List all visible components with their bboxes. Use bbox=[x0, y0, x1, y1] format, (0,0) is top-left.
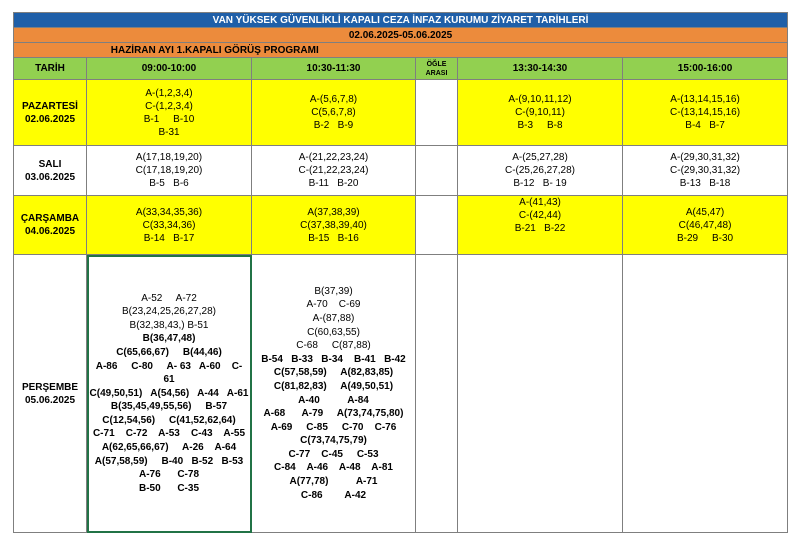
slot-line: B-12 B- 19 bbox=[513, 178, 567, 189]
slot-line: A-(13,14,15,16) bbox=[670, 94, 740, 105]
slot-line: C(46,47,48) bbox=[678, 219, 732, 231]
slot-cell bbox=[623, 80, 788, 146]
slot-line: C(12,54,56) C(41,52,62,64) bbox=[102, 414, 236, 426]
header-slot-1: 09:00-10:00 bbox=[87, 58, 252, 80]
slot-line: B(37,39) bbox=[314, 285, 353, 297]
slot-line: B-11 B-20 bbox=[308, 178, 359, 189]
lunch-break-cell bbox=[416, 80, 458, 146]
slot-line: B-50 C-35 bbox=[138, 482, 200, 494]
table-row bbox=[14, 80, 788, 146]
slot-line: C-71 C-72 A-53 C-43 A-55 bbox=[92, 428, 246, 440]
slot-cell-selected[interactable] bbox=[87, 255, 252, 533]
slot-cell bbox=[623, 146, 788, 196]
slot-line: B-5 B-6 bbox=[149, 178, 189, 189]
slot-line: A(33,34,35,36) bbox=[135, 206, 203, 218]
slot-line: B-4 B-7 bbox=[685, 120, 725, 131]
day-name: PERŞEMBE bbox=[21, 381, 79, 393]
slot-line: B-54 B-33 B-34 B-41 B-42 bbox=[261, 353, 406, 365]
visit-schedule-table bbox=[13, 12, 788, 533]
slot-line: C-(25,26,27,28) bbox=[504, 165, 576, 176]
slot-line: B-13 B-18 bbox=[679, 178, 731, 189]
slot-cell bbox=[458, 146, 623, 196]
slot-line: B-1 B-10 bbox=[143, 113, 195, 125]
slot-line: C(37,38,39,40) bbox=[300, 219, 367, 231]
slot-line: A-40 A-84 bbox=[298, 394, 369, 406]
lunch-break-cell bbox=[416, 146, 458, 196]
header-slot-3: 13:30-14:30 bbox=[458, 58, 623, 80]
slot-line: B(35,45,49,55,56) B-57 bbox=[110, 401, 228, 413]
slot-line: C-77 C-45 C-53 bbox=[288, 448, 379, 460]
slot-line: C(60,63,55) bbox=[307, 326, 360, 338]
slot-line: A-(25,27,28) bbox=[512, 152, 568, 163]
day-cell bbox=[14, 196, 87, 255]
slot-line: B(36,47,48) bbox=[142, 333, 196, 345]
slot-line: A-70 C-69 bbox=[306, 299, 361, 311]
slot-line: A-(5,6,7,8) bbox=[309, 94, 358, 105]
table-row bbox=[14, 255, 788, 533]
table-row bbox=[14, 196, 788, 255]
slot-cell bbox=[87, 196, 252, 255]
slot-line: A-86 C-80 A- 63 A-60 C- bbox=[95, 360, 243, 372]
slot-line: A-(41,43) bbox=[519, 197, 561, 208]
day-date: 05.06.2025 bbox=[24, 394, 76, 406]
header-lunch-break bbox=[416, 58, 458, 80]
slot-cell bbox=[87, 80, 252, 146]
slot-line: C-84 A-46 A-48 A-81 bbox=[274, 462, 393, 474]
slot-line: C(73,74,75,79) bbox=[300, 435, 367, 447]
slot-line: A(17,18,19,20) bbox=[135, 152, 203, 163]
slot-cell bbox=[458, 196, 623, 255]
day-date: 04.06.2025 bbox=[24, 226, 76, 237]
slot-line: B-14 B-17 bbox=[143, 232, 195, 244]
break-line-1: ÖĞLE bbox=[426, 60, 447, 68]
slot-line: A(77,78) A-71 bbox=[289, 476, 378, 488]
header-date: TARİH bbox=[14, 58, 87, 80]
slot-cell bbox=[252, 255, 416, 533]
slot-line: C(65,66,67) B(44,46) bbox=[116, 346, 222, 358]
slot-line: C-(21,22,23,24) bbox=[298, 165, 369, 176]
lunch-break-cell bbox=[416, 196, 458, 255]
slot-line: A-(21,22,23,24) bbox=[298, 152, 369, 163]
slot-line: 61 bbox=[163, 374, 175, 386]
slot-cell bbox=[252, 196, 416, 255]
slot-line: C(5,6,7,8) bbox=[311, 107, 356, 118]
day-date: 02.06.2025 bbox=[24, 113, 76, 125]
slot-line: B-29 B-30 bbox=[676, 232, 734, 244]
break-line-2: ARASI bbox=[425, 69, 448, 77]
day-cell bbox=[14, 146, 87, 196]
slot-line: A(57,58,59) B-40 B-52 B-53 bbox=[94, 455, 244, 467]
day-name: ÇARŞAMBA bbox=[20, 213, 80, 224]
slot-cell-empty bbox=[623, 255, 788, 533]
slot-cell-empty bbox=[458, 255, 623, 533]
slot-line: B(23,24,25,26,27,28) bbox=[122, 306, 216, 318]
slot-line: B(32,38,43,) B-51 bbox=[129, 319, 209, 331]
header-slot-4: 15:00-16:00 bbox=[623, 58, 788, 80]
slot-line: A-(9,10,11,12) bbox=[508, 94, 572, 105]
schedule-title: VAN YÜKSEK GÜVENLİKLİ KAPALI CEZA İNFAZ KURUMU ZİYARET TARİHLERİ bbox=[14, 13, 788, 28]
slot-line: C-(13,14,15,16) bbox=[670, 107, 741, 118]
slot-line: B-21 B-22 bbox=[514, 223, 566, 234]
slot-line: C(17,18,19,20) bbox=[135, 165, 203, 176]
slot-line: A-(87,88) bbox=[312, 312, 355, 324]
slot-cell bbox=[458, 80, 623, 146]
slot-line: A(45,47) bbox=[685, 206, 725, 218]
program-title-spill bbox=[416, 43, 788, 58]
slot-line: C-(1,2,3,4) bbox=[145, 100, 193, 112]
slot-line: C-86 A-42 bbox=[300, 489, 367, 501]
slot-line: A(37,38,39) bbox=[307, 206, 360, 218]
slot-line: A-(29,30,31,32) bbox=[670, 152, 740, 163]
day-date: 03.06.2025 bbox=[24, 171, 76, 183]
day-name: PAZARTESİ bbox=[22, 100, 78, 112]
slot-line: C-(29,30,31,32) bbox=[670, 165, 741, 176]
slot-line: A-(1,2,3,4) bbox=[145, 87, 193, 99]
slot-line: B-2 B-9 bbox=[313, 120, 354, 131]
slot-line: C(81,82,83) A(49,50,51) bbox=[273, 380, 394, 392]
slot-cell bbox=[623, 196, 788, 255]
lunch-break-cell bbox=[416, 255, 458, 533]
date-range: 02.06.2025-05.06.2025 bbox=[14, 28, 788, 43]
slot-line: C-(9,10,11) bbox=[515, 107, 565, 118]
program-title: HAZİRAN AYI 1.KAPALI GÖRÜŞ PROGRAMI bbox=[14, 43, 416, 58]
slot-line: C(57,58,59) A(82,83,85) bbox=[273, 367, 394, 379]
slot-cell bbox=[252, 146, 416, 196]
slot-line: A-76 C-78 bbox=[138, 469, 200, 481]
slot-line: B-31 bbox=[158, 126, 180, 138]
day-name: SALI bbox=[38, 158, 62, 170]
slot-line: A-68 A-79 A(73,74,75,80) bbox=[263, 408, 404, 420]
slot-line: C(49,50,51) A(54,56) A-44 A-61 bbox=[89, 387, 249, 399]
slot-cell bbox=[87, 146, 252, 196]
day-cell bbox=[14, 80, 87, 146]
slot-line: C-(42,44) bbox=[518, 210, 562, 221]
slot-line: C-68 C(87,88) bbox=[296, 340, 371, 352]
slot-line: B-15 B-16 bbox=[308, 232, 359, 244]
header-slot-2: 10:30-11:30 bbox=[252, 58, 416, 80]
slot-line: A-69 C-85 C-70 C-76 bbox=[270, 421, 397, 433]
table-row bbox=[14, 146, 788, 196]
slot-line: A(62,65,66,67) A-26 A-64 bbox=[101, 442, 237, 454]
slot-cell bbox=[252, 80, 416, 146]
day-cell bbox=[14, 255, 87, 533]
slot-line: B-3 B-8 bbox=[517, 120, 563, 131]
slot-line: C(33,34,36) bbox=[142, 219, 196, 231]
slot-line: A-52 A-72 bbox=[141, 292, 197, 304]
